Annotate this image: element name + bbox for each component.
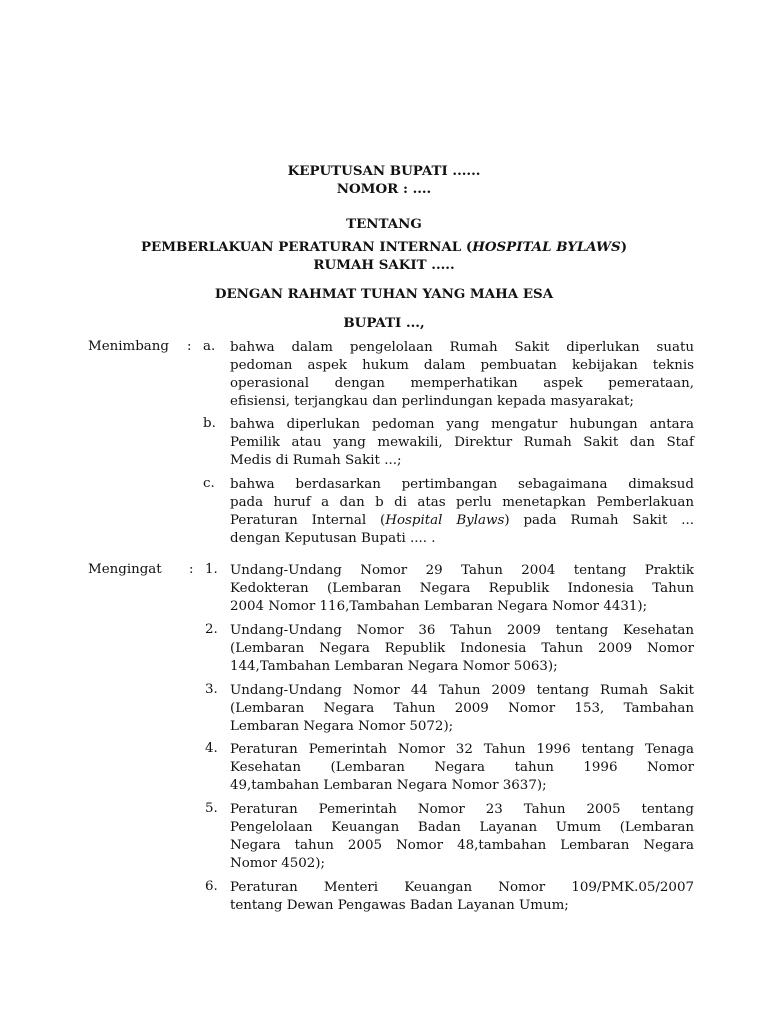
- menimbang-c-line: bahwa berdasarkan pertimbangan sebagaimana dimaksud: [230, 477, 694, 492]
- mengingat-2-line: 144,Tambahan Lembaran Negara Nomor 5063);: [230, 659, 558, 674]
- mengingat-label: Mengingat: [88, 562, 162, 577]
- mengingat-4-line: Kesehatan (Lembaran Negara tahun 1996 Nomor: [230, 760, 694, 775]
- mengingat-6-line: Peraturan Menteri Keuangan Nomor 109/PMK.05/2007: [230, 880, 694, 895]
- mengingat-1-line: Kedokteran (Lembaran Negara Republik Indonesia Tahun: [230, 581, 694, 596]
- menimbang-marker-b: b.: [203, 416, 216, 431]
- menimbang-colon: :: [187, 339, 192, 354]
- mengingat-3-line: Undang-Undang Nomor 44 Tahun 2009 tentang Rumah Sakit: [230, 683, 694, 698]
- mengingat-marker-2: 2.: [205, 622, 218, 637]
- mengingat-marker-1: 1.: [205, 562, 218, 577]
- mengingat-1-line: Undang-Undang Nomor 29 Tahun 2004 tentang Praktik: [230, 563, 694, 578]
- mengingat-6-line: tentang Dewan Pengawas Badan Layanan Umum;: [230, 898, 569, 913]
- decree-number: NOMOR : ....: [336, 181, 432, 197]
- menimbang-b-line: bahwa diperlukan pedoman yang mengatur hubungan antara: [230, 417, 694, 432]
- mengingat-marker-5: 5.: [205, 801, 218, 816]
- menimbang-c-line: Peraturan Internal (Hospital Bylaws) pada Rumah Sakit ...: [230, 513, 695, 528]
- bupati-heading: BUPATI ...,: [343, 315, 425, 331]
- menimbang-marker-a: a.: [203, 339, 216, 354]
- menimbang-c-line: pada huruf a dan b di atas perlu menetapkan Pemberlakuan: [230, 495, 694, 510]
- menimbang-a-line: bahwa dalam pengelolaan Rumah Sakit diperlukan suatu: [230, 340, 694, 355]
- menimbang-b-line: Pemilik atau yang mewakili, Direktur Rumah Sakit dan Staf: [230, 435, 694, 450]
- mengingat-5-line: Pengelolaan Keuangan Badan Layanan Umum (Lembaran: [230, 820, 694, 835]
- mengingat-1-line: 2004 Nomor 116,Tambahan Lembaran Negara Nomor 4431);: [230, 599, 648, 614]
- mengingat-marker-4: 4.: [205, 741, 218, 756]
- decree-subject: PEMBERLAKUAN PERATURAN INTERNAL (HOSPITAL BYLAWS): [140, 239, 628, 255]
- mengingat-marker-6: 6.: [205, 879, 218, 894]
- mengingat-5-line: Nomor 4502);: [230, 856, 326, 871]
- decree-subject-hospital: RUMAH SAKIT .....: [313, 257, 455, 273]
- mengingat-2-line: Undang-Undang Nomor 36 Tahun 2009 tentang Kesehatan: [230, 623, 694, 638]
- menimbang-a-line: efisiensi, terjangkau dan perlindungan kepada masyarakat;: [230, 394, 634, 409]
- menimbang-b-line: Medis di Rumah Sakit ...;: [230, 453, 402, 468]
- menimbang-a-line: operasional dengan memperhatikan aspek pemerataan,: [230, 376, 694, 391]
- mengingat-4-line: Peraturan Pemerintah Nomor 32 Tahun 1996 tentang Tenaga: [230, 742, 694, 757]
- mengingat-2-line: (Lembaran Negara Republik Indonesia Tahun 2009 Nomor: [230, 641, 694, 656]
- menimbang-c-line: dengan Keputusan Bupati .... .: [230, 531, 436, 546]
- tentang-heading: TENTANG: [346, 216, 422, 232]
- mengingat-marker-3: 3.: [205, 682, 218, 697]
- mengingat-3-line: Lembaran Negara Nomor 5072);: [230, 719, 454, 734]
- rahmat-heading: DENGAN RAHMAT TUHAN YANG MAHA ESA: [214, 286, 554, 302]
- menimbang-marker-c: c.: [203, 476, 215, 491]
- decree-title: KEPUTUSAN BUPATI ......: [287, 163, 481, 179]
- mengingat-3-line: (Lembaran Negara Tahun 2009 Nomor 153, Tambahan: [230, 701, 694, 716]
- mengingat-colon: :: [189, 562, 194, 577]
- menimbang-a-line: pedoman aspek hukum dalam pembuatan kebijakan teknis: [230, 358, 694, 373]
- mengingat-4-line: 49,tambahan Lembaran Negara Nomor 3637);: [230, 778, 547, 793]
- mengingat-5-line: Negara tahun 2005 Nomor 48,tambahan Lembaran Negara: [230, 838, 694, 853]
- mengingat-5-line: Peraturan Pemerintah Nomor 23 Tahun 2005 tentang: [230, 802, 694, 817]
- menimbang-label: Menimbang: [88, 339, 169, 354]
